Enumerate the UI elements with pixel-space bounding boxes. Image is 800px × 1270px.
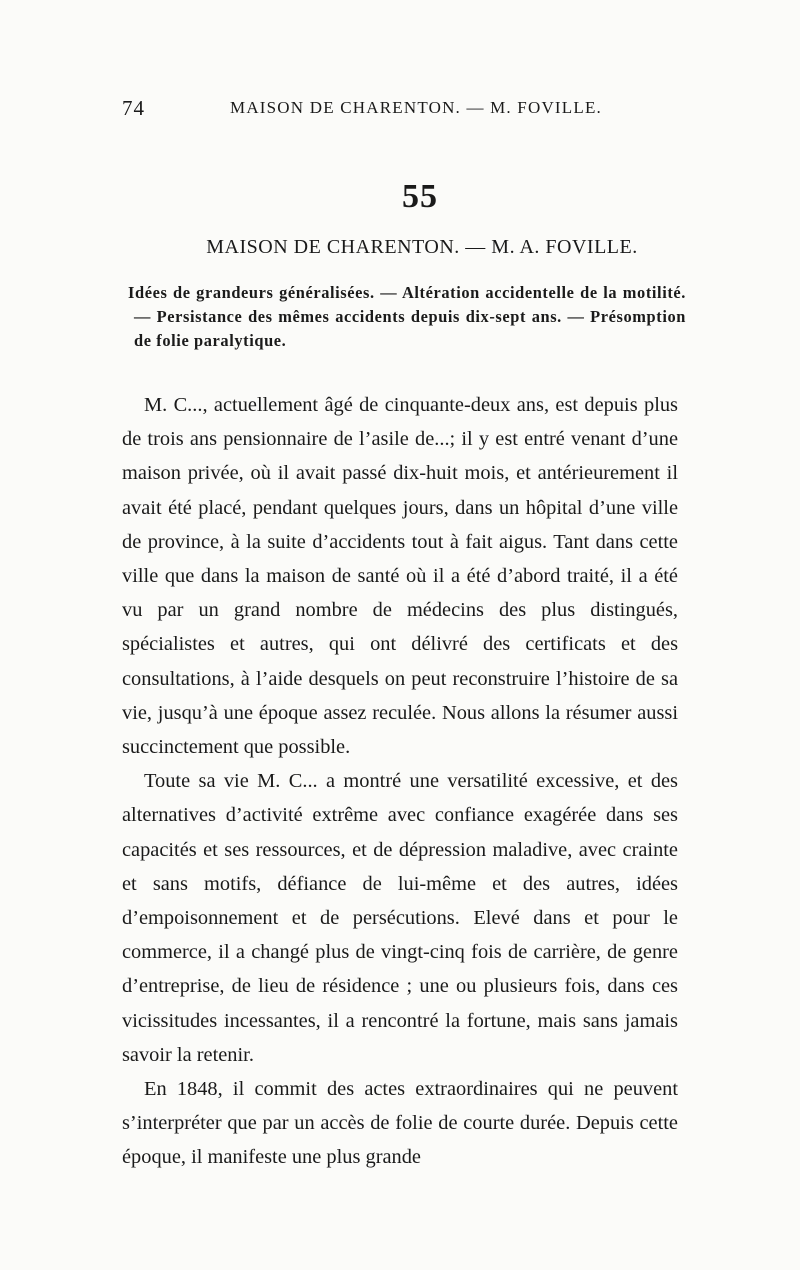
- paragraph-3: En 1848, il commit des actes extraordinaires qui ne peuvent s’interpréter que par un accès de folie de courte durée. Depuis cette époque, il manifeste une plus grande: [122, 1078, 678, 1169]
- running-header: [122, 96, 682, 126]
- paragraph-2: Toute sa vie M. C... a montré une versatilité excessive, et des alternatives d’activité extrême avec confiance exagérée dans ses capacités et ses ressources, et de dépression maladive, avec crainte et sans motifs, défiance de lui-même et des autres, idées d’empoisonnement et de persécutions. Elevé dans et pour le commerce, il a changé plus de vingt-cinq fois de carrière, de genre d’entreprise, de lieu de résidence ; une ou plusieurs fois, dans ces vicissitudes incessantes, il a rencontré la fortune, mais sans jamais savoir la retenir.: [122, 770, 678, 1066]
- running-head: MAISON DE CHARENTON. — M. FOVILLE.: [230, 98, 602, 117]
- case-number: 55: [402, 178, 438, 215]
- paragraph-1: M. C..., actuellement âgé de cinquante-deux ans, est depuis plus de trois ans pensionnaire de l’asile de...; il y est entré venant d’une maison privée, où il avait passé dix-huit mois, et antérieurement il avait été placé, pendant quelques jours, dans un hôpital d’une ville de province, à la suite d’accidents tout à fait aigus. Tant dans cette ville que dans la maison de santé où il a été d’abord traité, il a été vu par un grand nombre de médecins des plus distingués, spécialistes et autres, qui ont délivré des certificats et des consultations, à l’aide desquels on peut reconstruire l’histoire de sa vie, jusqu’à une époque assez reculée. Nous allons la résumer aussi succinctement que possible.: [122, 394, 678, 759]
- body-text: [122, 388, 678, 1175]
- case-summary: Idées de grandeurs généralisées. — Altération accidentelle de la motilité. — Persistance des mêmes accidents depuis dix-sept ans. — Présomption de folie paralytique.: [128, 283, 686, 350]
- page-number: 74: [122, 96, 145, 120]
- case-title: MAISON DE CHARENTON. — M. A. FOVILLE.: [206, 236, 638, 258]
